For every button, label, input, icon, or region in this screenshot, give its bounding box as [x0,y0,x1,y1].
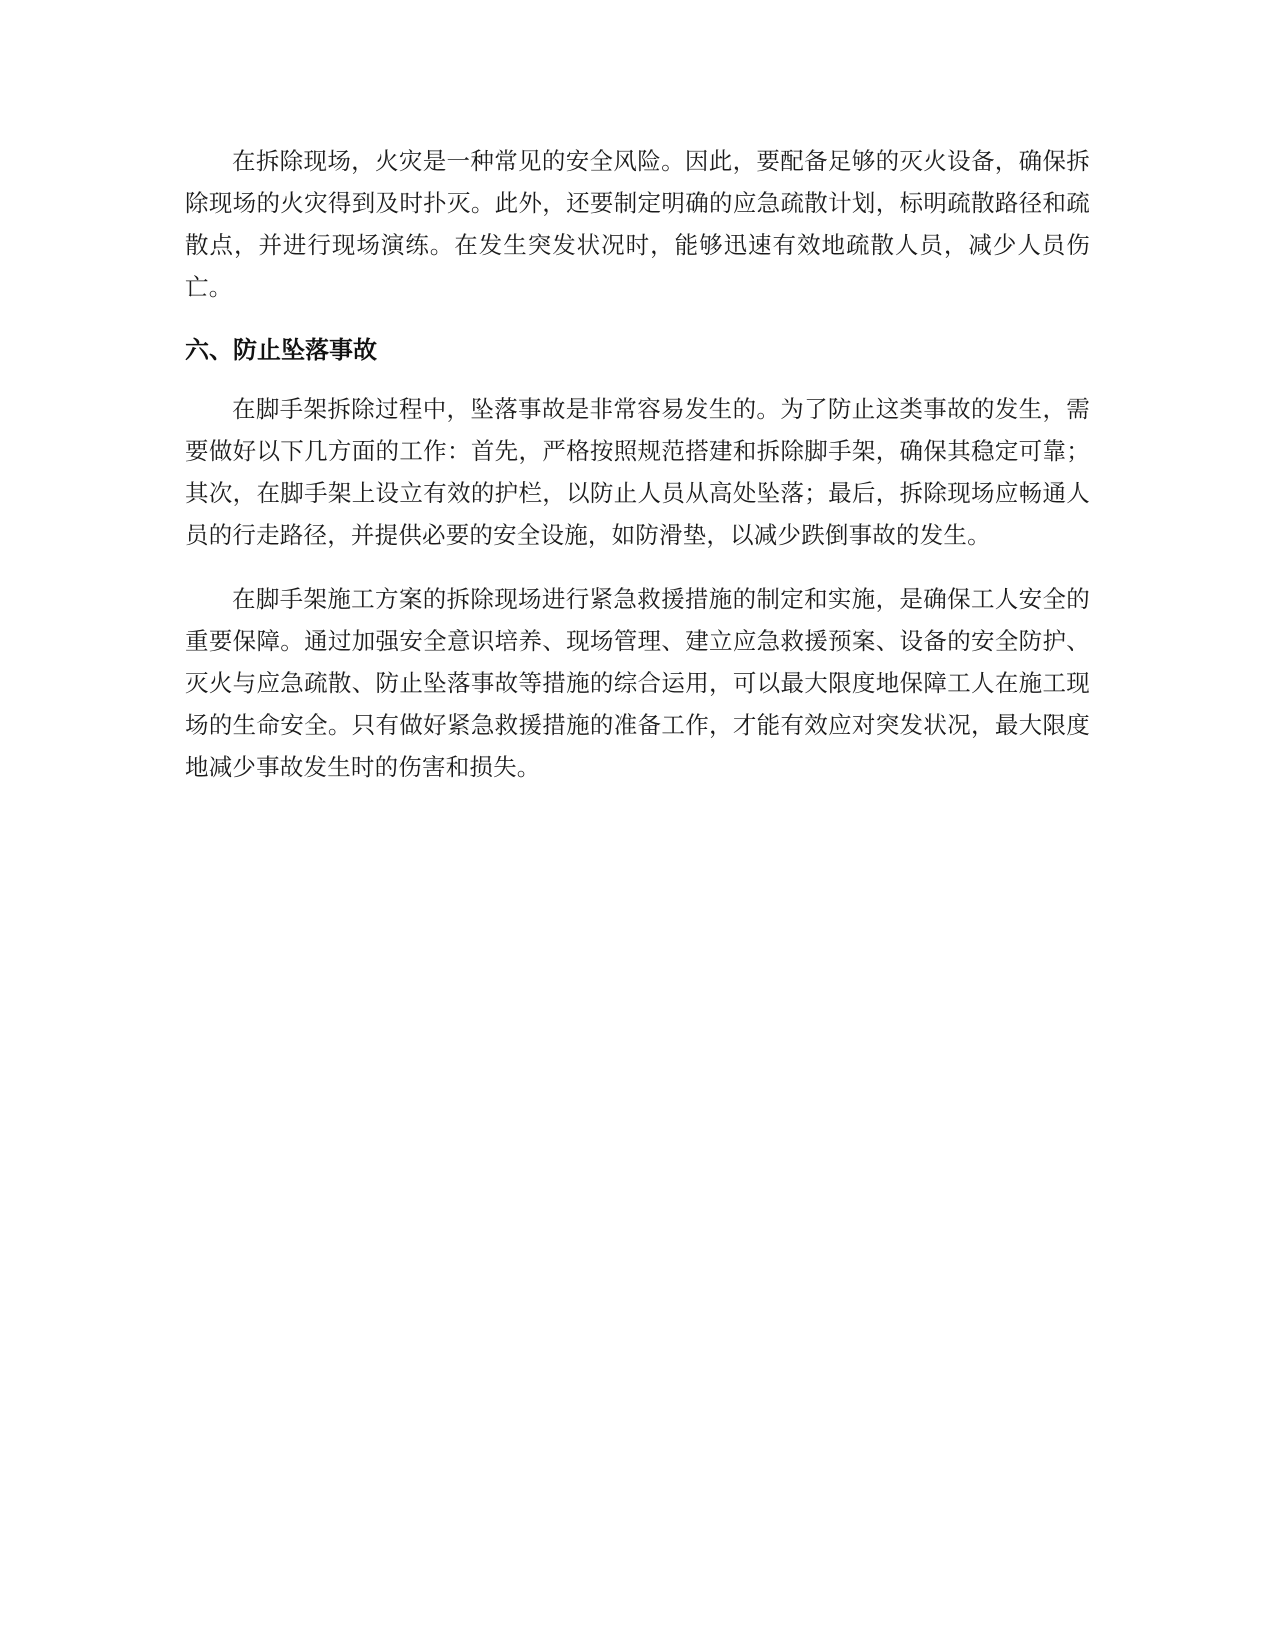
document-page [185,140,1090,788]
section-heading-fall-prevention: 六、防止坠落事故 [185,336,377,364]
paragraph-conclusion: 在脚手架施工方案的拆除现场进行紧急救援措施的制定和实施，是确保工人安全的重要保障。通过加强安全意识培养、现场管理、建立应急救援预案、设备的安全防护、灭火与应急疏散、防止坠落事故等措施的综合运用，可以最大限度地保障工人在施工现场的生命安全。只有做好紧急救援措施的准备工作，才能有效应对突发状况，最大限度地减少事故发生时的伤害和损失。 [185,585,1090,781]
paragraph-fall-prevention: 在脚手架拆除过程中，坠落事故是非常容易发生的。为了防止这类事故的发生，需要做好以下几方面的工作：首先，严格按照规范搭建和拆除脚手架，确保其稳定可靠；其次，在脚手架上设立有效的护栏，以防止人员从高处坠落；最后，拆除现场应畅通人员的行走路径，并提供必要的安全设施，如防滑垫，以减少跌倒事故的发生。 [185,395,1090,549]
paragraph-fire-evacuation: 在拆除现场，火灾是一种常见的安全风险。因此，要配备足够的灭火设备，确保拆除现场的火灾得到及时扑灭。此外，还要制定明确的应急疏散计划，标明疏散路径和疏散点，并进行现场演练。在发生突发状况时，能够迅速有效地疏散人员，减少人员伤亡。 [185,147,1090,301]
